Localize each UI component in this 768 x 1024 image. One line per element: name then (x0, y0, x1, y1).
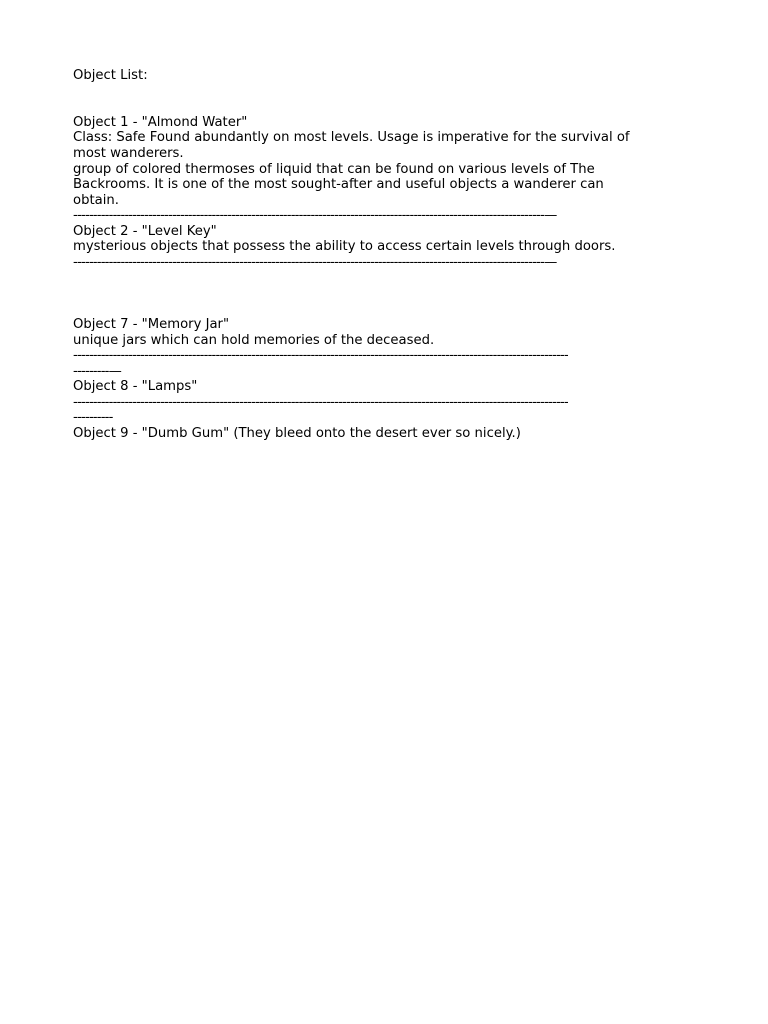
object-1-line: Backrooms. It is one of the most sought-after and useful objects a wanderer can (73, 177, 604, 192)
object-2-title: Object 2 - "Level Key" (73, 224, 217, 239)
object-9-title: Object 9 - "Dumb Gum" (They bleed onto the desert ever so nicely.) (73, 426, 521, 441)
separator-line: -----------------------------------------------------------------------------------------------------------------------— (73, 208, 557, 223)
object-8-title: Object 8 - "Lamps" (73, 379, 198, 394)
object-1-line: most wanderers. (73, 146, 184, 161)
object-1-line: obtain. (73, 193, 119, 208)
object-1-title: Object 1 - "Almond Water" (73, 115, 248, 130)
object-2-line: mysterious objects that possess the ability to access certain levels through doors. (73, 239, 616, 254)
separator-line: -----------------------------------------------------------------------------------------------------------------------— (73, 255, 557, 270)
object-7-line: unique jars which can hold memories of the deceased. (73, 333, 435, 348)
object-7-title: Object 7 - "Memory Jar" (73, 317, 230, 332)
separator-line: ---------- (73, 410, 113, 425)
object-1-line: Class: Safe Found abundantly on most levels. Usage is imperative for the survival of (73, 130, 630, 145)
separator-line: ----------------------------------------------------------------------------------------------------------------------------- (73, 395, 568, 410)
separator-line: ----------------------------------------------------------------------------------------------------------------------------- (73, 348, 568, 363)
object-1-line: group of colored thermoses of liquid that can be found on various levels of The (73, 162, 595, 177)
separator-line: ---------— (73, 364, 122, 379)
document-heading: Object List: (73, 68, 148, 83)
